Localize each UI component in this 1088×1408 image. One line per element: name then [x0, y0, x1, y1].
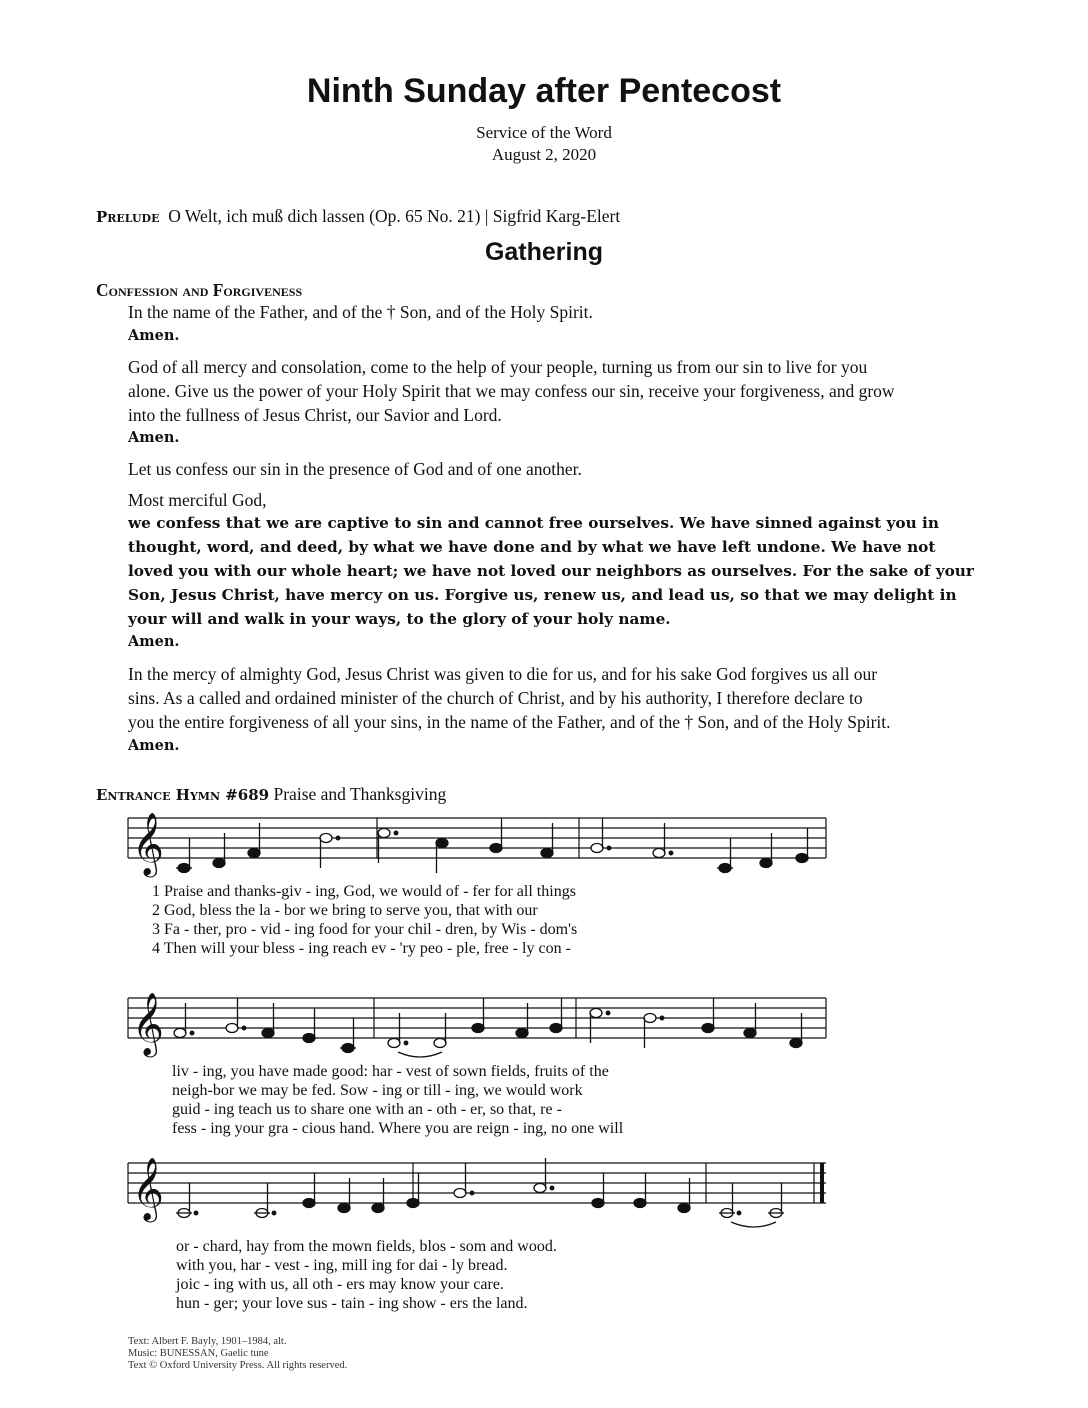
response-line-3: loved you with our whole heart; we have not loved our neighbors as ourselves. For the sake of your	[128, 562, 974, 580]
lyric-s1-v3: 3 Fa - ther, pro - vid - ing food for your chil - dren, by Wis - dom's	[152, 921, 578, 938]
address: Most merciful God,	[128, 490, 267, 510]
response-line-2: thought, word, and deed, by what we have done and by what we have left undone. We have not	[128, 538, 936, 556]
lyric-s2-v3: guid - ing teach us to share one with an - oth - er, so that, re -	[172, 1101, 562, 1118]
credit-copyright: Text © Oxford University Press. All rights reserved.	[128, 1360, 348, 1371]
lyric-s2-v4: fess - ing your gra - cious hand. Where you are reign - ing, no one will	[172, 1120, 624, 1137]
lyric-s2-v2: neigh-bor we may be fed. Sow - ing or till - ing, we would work	[172, 1082, 583, 1099]
hymn-title: Praise and Thanksgiving	[273, 784, 447, 804]
page-title: Ninth Sunday after Pentecost	[306, 72, 782, 110]
amen-1: Amen.	[128, 327, 180, 344]
prelude-text: O Welt, ich muß dich lassen (Op. 65 No. 21) | Sigfrid Karg-Elert	[168, 206, 621, 226]
section-title-gathering: Gathering	[484, 238, 604, 266]
absolution-line-3: you the entire forgiveness of all your sins, in the name of the Father, and of the † Son, and of the Holy Spirit.	[128, 712, 891, 732]
lyric-s3-v3: joic - ing with us, all oth - ers may know your care.	[176, 1276, 504, 1293]
prayer-line-1: God of all mercy and consolation, come to the help of your people, turning us from our sin to live for you	[128, 357, 868, 377]
response-line-4: Son, Jesus Christ, have mercy on us. Forgive us, renew us, and lead us, so that we may delight in	[128, 586, 957, 604]
response-line-1: we confess that we are captive to sin and cannot free ourselves. We have sinned against you in	[128, 514, 939, 532]
lyric-s3-v4: hun - ger; your love sus - tain - ing show - ers the land.	[176, 1295, 528, 1312]
amen-2: Amen.	[128, 429, 180, 446]
svg-text:𝄞: 𝄞	[132, 812, 164, 875]
lyric-s3-v2: with you, har - vest - ing, mill ing for dai - ly bread.	[176, 1257, 508, 1274]
absolution-line-1: In the mercy of almighty God, Jesus Christ was given to die for us, and for his sake God forgives us all our	[128, 664, 878, 684]
prayer-line-2: alone. Give us the power of your Holy Spirit that we may confess our sin, receive your forgiveness, and grow	[128, 381, 895, 401]
invocation: In the name of the Father, and of the † Son, and of the Holy Spirit.	[128, 302, 593, 322]
credit-music: Music: BUNESSAN, Gaelic tune	[128, 1348, 269, 1359]
amen-3: Amen.	[128, 633, 180, 650]
lyric-s1-v2: 2 God, bless the la - bor we bring to serve you, that with our	[152, 902, 538, 919]
lyric-s3-v1: or - chard, hay from the mown fields, blos - som and wood.	[176, 1238, 557, 1255]
lyric-s2-v1: liv - ing, you have made good: har - vest of sown fields, fruits of the	[172, 1063, 609, 1080]
amen-4: Amen.	[128, 737, 180, 754]
prelude-label: Prelude	[96, 208, 160, 226]
absolution-line-2: sins. As a called and ordained minister of the church of Christ, and by his authority, I therefore declare to	[128, 688, 863, 708]
service-name: Service of the Word	[476, 123, 612, 142]
svg-text:𝄞: 𝄞	[132, 1157, 164, 1220]
credit-text: Text: Albert F. Bayly, 1901–1984, alt.	[128, 1336, 287, 1347]
hymn-label: Entrance Hymn #689	[96, 786, 270, 804]
response-line-5: your will and walk in your ways, to the glory of your holy name.	[128, 610, 671, 628]
confession-heading: Confession and Forgiveness	[96, 280, 303, 300]
service-date: August 2, 2020	[491, 145, 597, 164]
invitation: Let us confess our sin in the presence of God and of one another.	[128, 459, 582, 479]
prayer-line-3: into the fullness of Jesus Christ, our Savior and Lord.	[128, 405, 502, 425]
lyric-s1-v1: 1 Praise and thanks-giv - ing, God, we would of - fer for all things	[152, 883, 576, 900]
lyric-s1-v4: 4 Then will your bless - ing reach ev - 'ry peo - ple, free - ly con -	[152, 940, 571, 957]
svg-text:𝄞: 𝄞	[132, 992, 164, 1055]
